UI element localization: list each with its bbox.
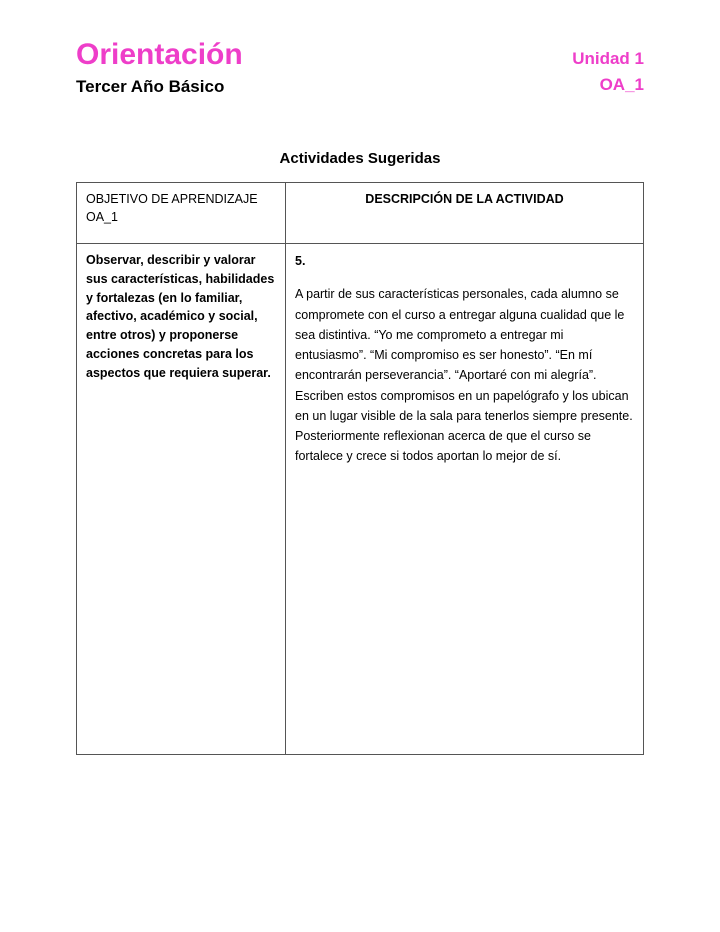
oa-label: OA_1	[599, 74, 644, 94]
column-header-objective: OBJETIVO DE APRENDIZAJE OA_1	[77, 183, 286, 244]
table-row	[77, 244, 644, 755]
header-left-block	[76, 38, 243, 97]
objective-cell: Observar, describir y valorar sus características, habilidades y fortalezas (en lo familiar, afectivo, académico y social, entre otros) y proponerse acciones concretas para los aspectos que requiera superar.	[77, 244, 286, 755]
table-header-row	[77, 183, 644, 244]
unit-label: Unidad 1	[572, 49, 644, 68]
subject-title: Orientación	[76, 38, 243, 71]
page-title: Actividades Sugeridas	[279, 150, 441, 167]
header-right-block	[572, 38, 644, 97]
activities-table	[76, 182, 644, 755]
activity-text: A partir de sus características personales, cada alumno se compromete con el curso a entregar alguna cualidad que le sea distintiva. “Yo me comprometo a entregar mi entusiasmo”. “Mi compromiso es ser honesto”. “En mí encontrarán perseverancia”. “Aportaré con mi alegría”. Escriben estos compromisos en un papelógrafo y los ubican en un lugar visible de la sala para tenerlos siempre presente. Posteriormente reflexionan acerca de que el curso se fortalece y crece si todos aportan lo mejor de sí.	[295, 287, 633, 464]
description-cell	[286, 244, 644, 755]
document-header	[76, 38, 644, 97]
grade-subtitle: Tercer Año Básico	[76, 77, 225, 96]
activity-number: 5.	[295, 254, 306, 268]
column-header-description: DESCRIPCIÓN DE LA ACTIVIDAD	[286, 183, 644, 244]
